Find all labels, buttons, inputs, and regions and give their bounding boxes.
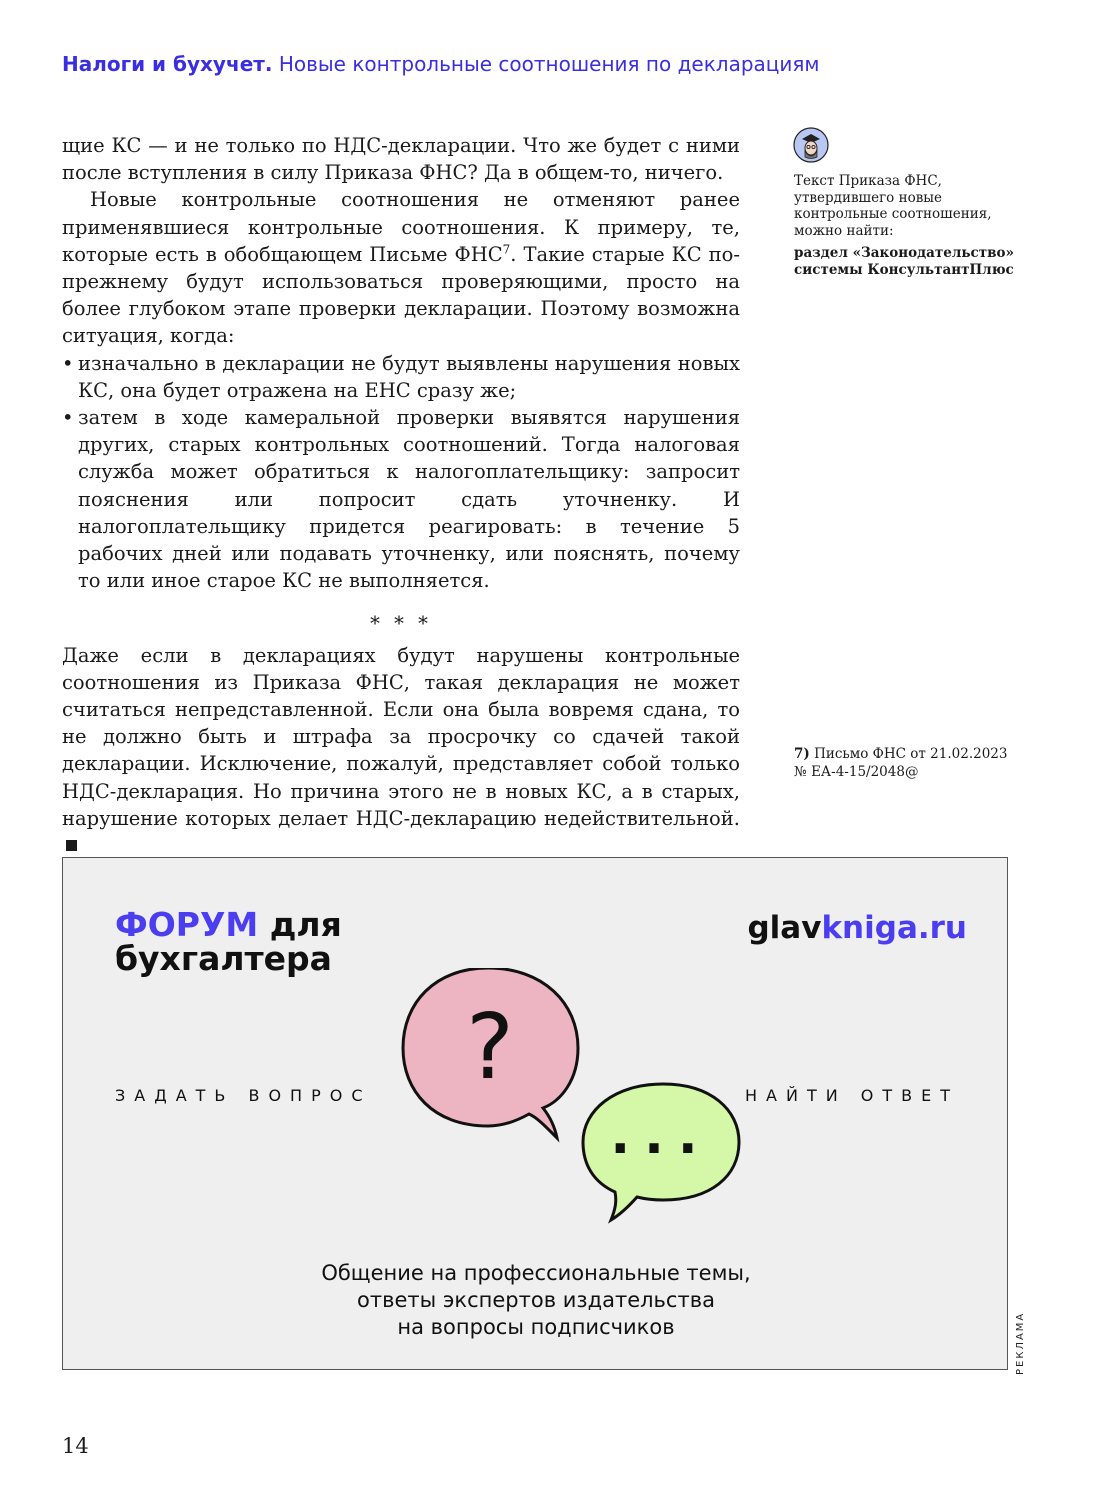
ad-description: Общение на профессиональные темы, ответы экспертов издательства на вопросы подписчиков: [321, 1261, 751, 1339]
running-header: [62, 52, 820, 76]
page-number: 14: [62, 1434, 89, 1458]
section-separator: * * *: [370, 612, 432, 636]
ad-website-link[interactable]: glavkniga.ru: [747, 910, 967, 946]
footnote-ref[interactable]: 7: [502, 242, 511, 257]
advertisement-label: РЕКЛАМА: [1015, 1311, 1026, 1375]
header-title: Новые контрольные соотношения по декларациям: [278, 52, 820, 76]
sidebar-note: [794, 173, 1024, 278]
ad-title: ФОРУМ для бухгалтера: [115, 905, 342, 978]
paragraph: щие КС — и не только по НДС-декларации. Что же будет с ними после вступления в силу Приказа ФНС? Да в общем-то, ничего.: [62, 134, 740, 185]
ad-ask-question: ЗАДАТЬ ВОПРОС: [115, 1086, 372, 1105]
chat-bubbles-icon: [393, 968, 753, 1228]
ellipsis-dots: ...: [610, 1106, 712, 1166]
end-mark-icon: [66, 840, 77, 851]
footnote-number: 7): [794, 746, 810, 762]
expert-avatar-icon: [793, 127, 829, 163]
sidebar-note-text: Текст Приказа ФНС, утвердившего новые контрольные соотношения, можно найти:: [794, 173, 992, 239]
list-item: • изначально в декларации не будут выявлены нарушения новых КС, она будет отражена на ЕНС сразу же;: [62, 350, 740, 404]
footnote: [794, 745, 1024, 781]
paragraph: Даже если в декларациях будут нарушены контрольные соотношения из Приказа ФНС, такая декларация не может считаться непредставленной. Если она была вовремя сдана, то не должно быть и штрафа за просрочку со сдачей такой декларации. Исключение, пожалуй, представляет собой только НДС-декларация. Но причина этого не в новых КС, а в старых, нарушение которых делает НДС-декларацию недействительной.: [62, 642, 740, 860]
footnote-text: Письмо ФНС от 21.02.2023 № ЕА-4-15/2048@: [794, 746, 1008, 780]
article-body: [62, 132, 740, 859]
paragraph: Новые контрольные соотношения не отменяют ранее применявшиеся контрольные соотношения. К примеру, те, которые есть в обобщающем Письме ФНС$^7$. Такие старые КС по-прежнему будут использоваться проверяющими, просто на более глубоком этапе проверки декларации. Поэтому возможна ситуация, когда:: [62, 188, 740, 348]
question-mark: ?: [466, 995, 514, 1100]
bullet-list: [62, 350, 740, 595]
forum-advertisement[interactable]: [62, 857, 1008, 1370]
list-item: • затем в ходе камеральной проверки выявятся нарушения других, старых контрольных соотношений. Тогда налоговая служба может обратиться к налогоплательщику: запросит пояснения или попросит сдать уточненку. И налогоплательщику придется реагировать: в течение 5 рабочих дней или подавать уточненку, или пояснять, почему то или иное старое КС не выполняется.: [62, 404, 740, 594]
sidebar-note-source: раздел «Законодательство» системы КонсультантПлюс: [794, 245, 1014, 278]
header-section: Налоги и бухучет.: [62, 52, 273, 76]
ad-find-answer: НАЙТИ ОТВЕТ: [745, 1086, 959, 1105]
